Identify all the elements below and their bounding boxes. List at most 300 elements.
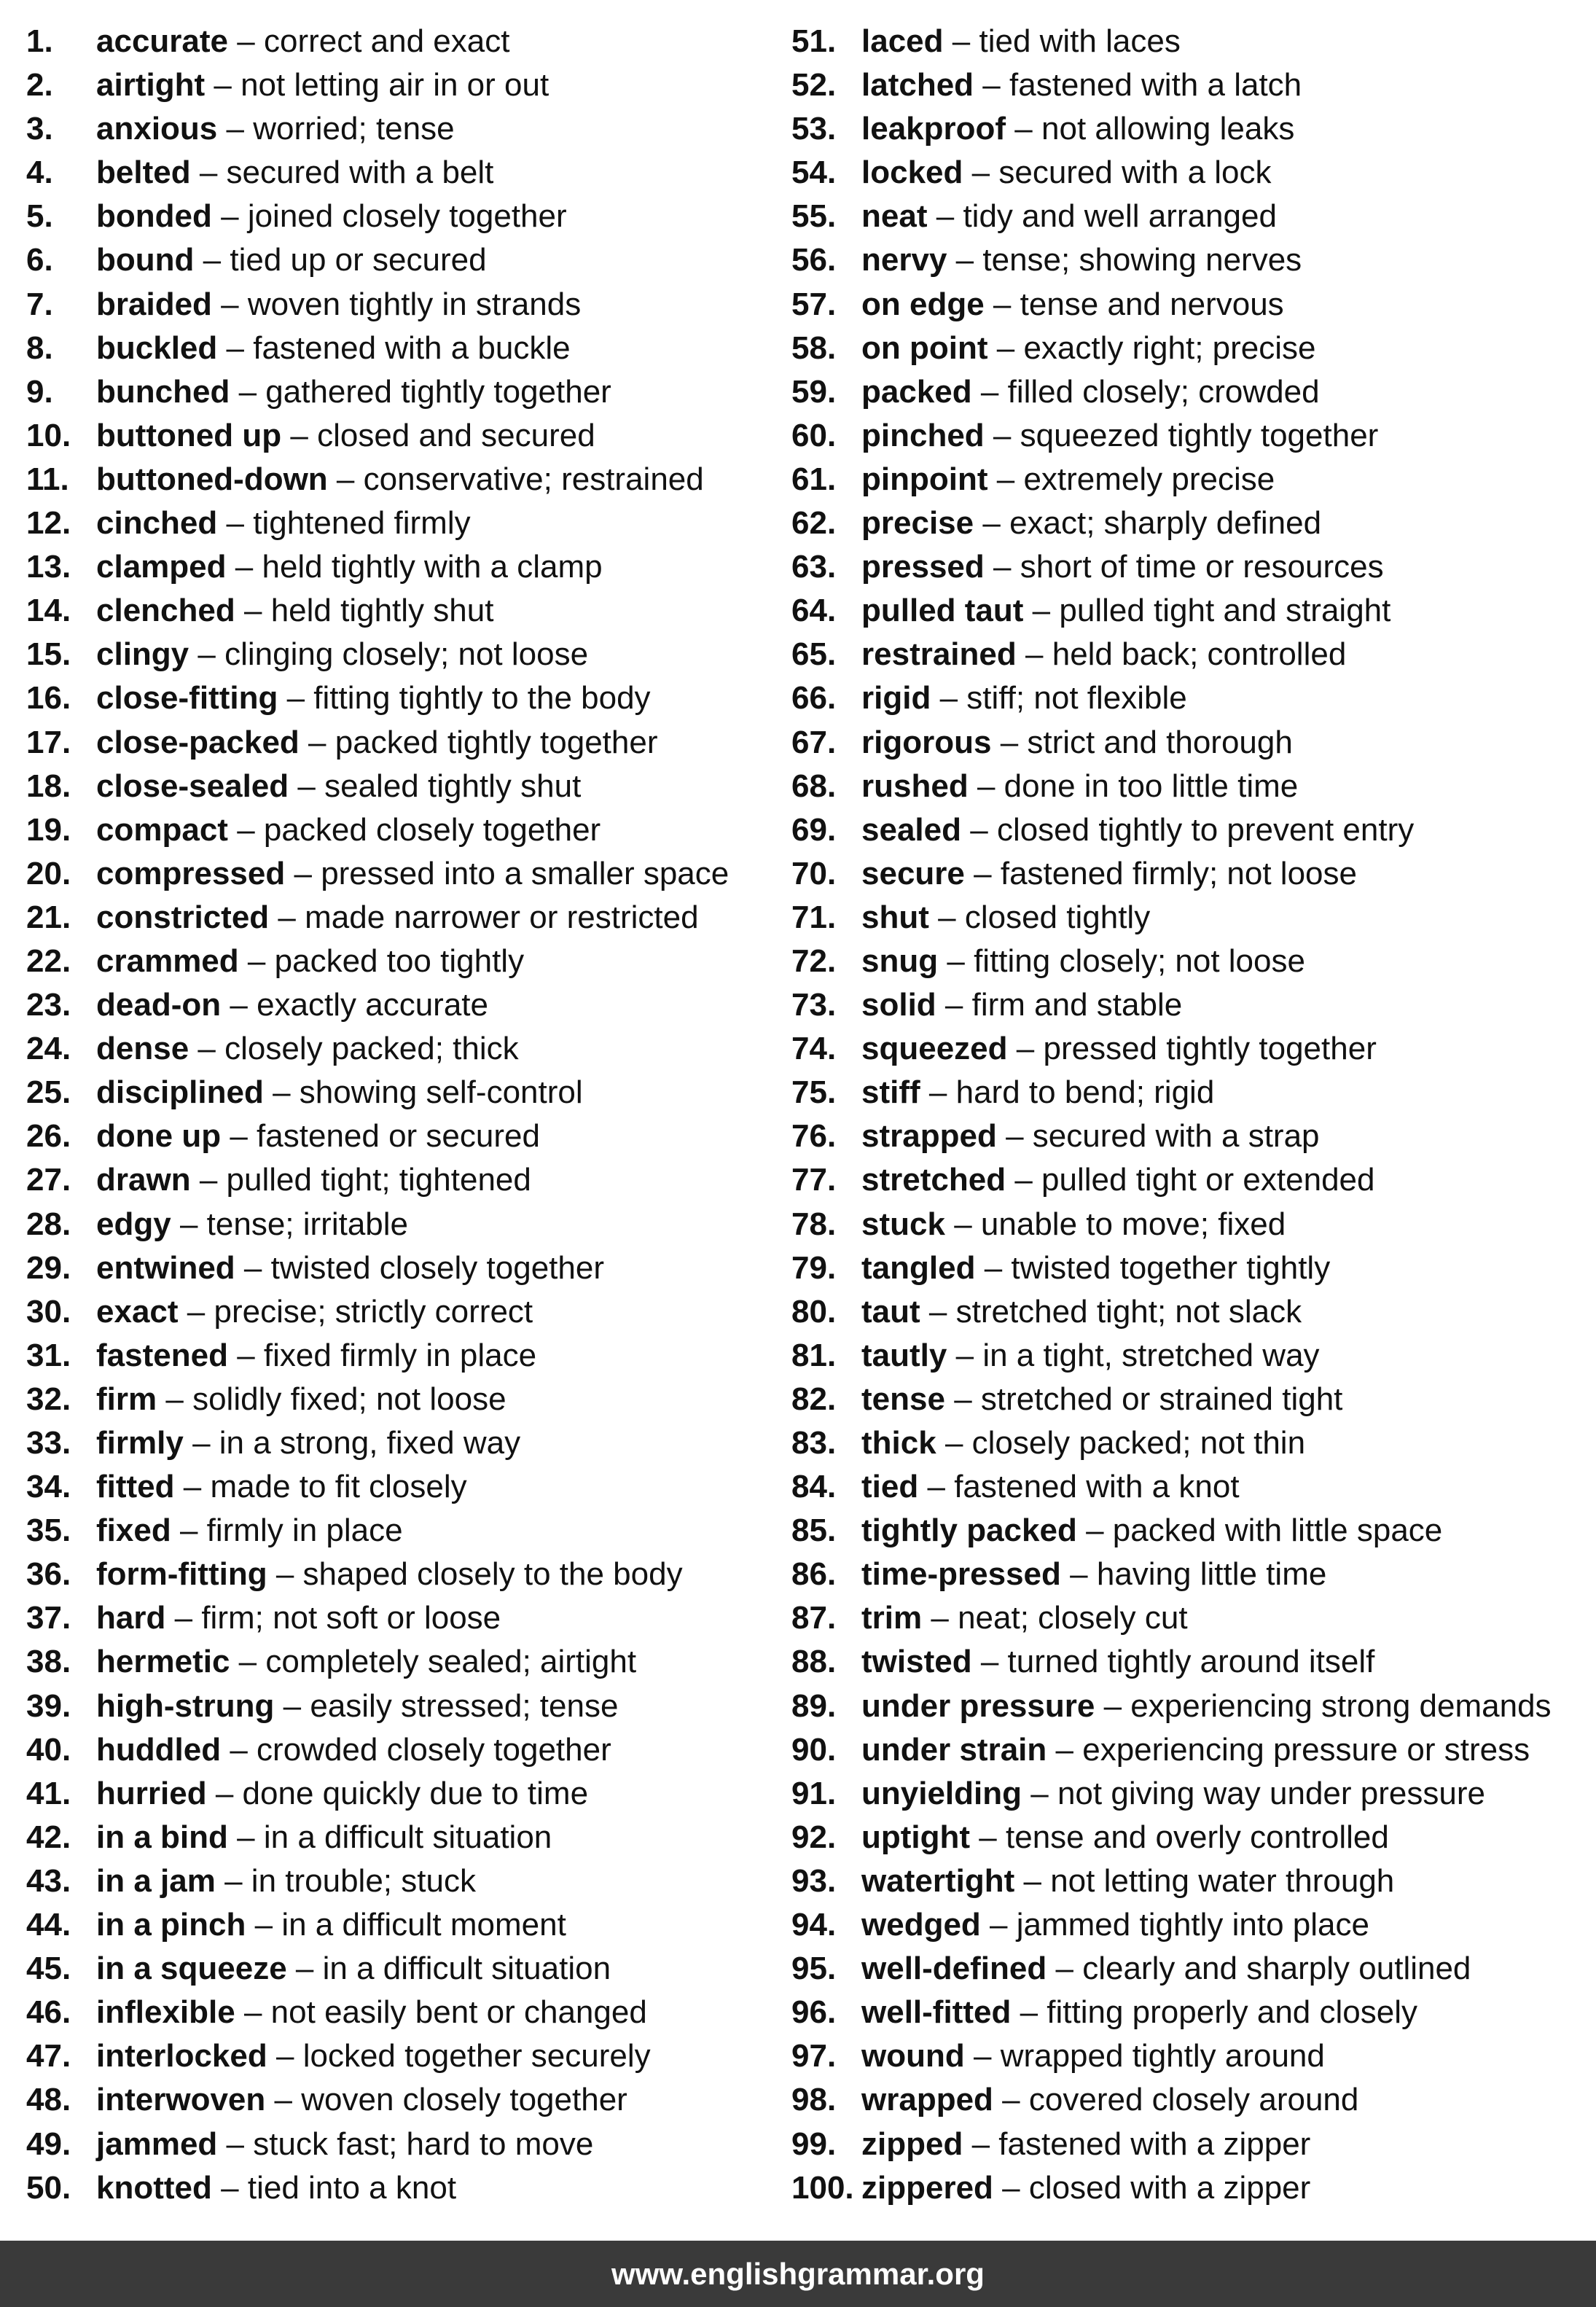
entry-separator: – xyxy=(226,111,244,147)
entry-word: in a squeeze xyxy=(96,1951,287,1987)
entry-word: zipped xyxy=(861,2126,963,2162)
entry-number: 86. xyxy=(791,1556,837,1593)
entry-word: well-defined xyxy=(861,1951,1047,1987)
entry-definition: covered closely around xyxy=(1028,2082,1359,2118)
entry-separator: – xyxy=(936,198,955,235)
entry-number: 62. xyxy=(791,505,837,542)
entry-separator: – xyxy=(226,2126,245,2162)
list-item xyxy=(26,283,777,327)
entry-number: 9. xyxy=(26,373,53,410)
entry-number: 58. xyxy=(791,329,837,366)
list-item xyxy=(791,1158,1586,1202)
list-item xyxy=(791,414,1586,458)
entry-number: 30. xyxy=(26,1293,71,1330)
entry-definition: tense; showing nerves xyxy=(982,242,1302,278)
entry-definition: fastened with a latch xyxy=(1009,67,1302,104)
entry-number: 63. xyxy=(791,549,837,585)
entry-word: latched xyxy=(861,67,974,104)
entry-word: nervy xyxy=(861,242,947,278)
entry-definition: made to fit closely xyxy=(210,1469,467,1505)
word-list-left-column xyxy=(26,20,777,2210)
entry-separator: – xyxy=(1006,1118,1024,1155)
entry-word: compact xyxy=(96,811,228,848)
list-item xyxy=(26,2123,777,2166)
entry-word: bunched xyxy=(96,373,230,410)
entry-word: close-sealed xyxy=(96,768,289,804)
entry-definition: pressed tightly together xyxy=(1043,1031,1377,1067)
entry-number: 98. xyxy=(791,2082,837,2118)
list-item xyxy=(791,458,1586,501)
entry-definition: secured with a lock xyxy=(998,155,1272,191)
list-item xyxy=(791,1027,1586,1071)
entry-separator: – xyxy=(273,1074,291,1111)
entry-separator: – xyxy=(247,942,266,979)
entry-word: exact xyxy=(96,1293,179,1330)
entry-word: buckled xyxy=(96,329,218,366)
list-item xyxy=(791,1947,1586,1991)
entry-word: rigorous xyxy=(861,724,992,760)
entry-separator: – xyxy=(179,1206,198,1242)
entry-word: time-pressed xyxy=(861,1556,1061,1593)
entry-definition: stretched or strained tight xyxy=(980,1381,1343,1417)
entry-definition: worried; tense xyxy=(253,111,455,147)
entry-definition: not letting water through xyxy=(1050,1862,1395,1899)
entry-definition: having little time xyxy=(1096,1556,1327,1593)
entry-separator: – xyxy=(226,505,244,542)
entry-definition: crowded closely together xyxy=(257,1731,611,1768)
list-item xyxy=(791,20,1586,63)
entry-number: 6. xyxy=(26,242,53,278)
entry-number: 33. xyxy=(26,1425,71,1461)
entry-number: 81. xyxy=(791,1337,837,1373)
list-item xyxy=(791,2034,1586,2078)
entry-separator: – xyxy=(1014,1162,1033,1198)
entry-number: 32. xyxy=(26,1381,71,1417)
entry-separator: – xyxy=(283,1687,302,1724)
entry-definition: fixed firmly in place xyxy=(263,1337,537,1373)
entry-word: bonded xyxy=(96,198,212,235)
entry-separator: – xyxy=(982,67,1001,104)
entry-separator: – xyxy=(165,1381,184,1417)
entry-separator: – xyxy=(221,198,239,235)
entry-word: entwined xyxy=(96,1249,235,1286)
entry-separator: – xyxy=(927,1469,945,1505)
entry-separator: – xyxy=(197,636,216,673)
entry-word: bound xyxy=(96,242,195,278)
entry-number: 78. xyxy=(791,1206,837,1242)
list-item xyxy=(791,983,1586,1027)
entry-separator: – xyxy=(297,768,316,804)
entry-definition: showing self-control xyxy=(299,1074,583,1111)
entry-number: 99. xyxy=(791,2126,837,2162)
entry-word: rigid xyxy=(861,680,931,717)
entry-word: uptight xyxy=(861,1819,971,1855)
entry-definition: tense; irritable xyxy=(206,1206,409,1242)
entry-number: 67. xyxy=(791,724,837,760)
entry-separator: – xyxy=(1030,1775,1049,1811)
entry-word: rushed xyxy=(861,768,969,804)
entry-separator: – xyxy=(221,2169,239,2206)
entry-number: 46. xyxy=(26,1994,71,2031)
entry-number: 94. xyxy=(791,1907,837,1943)
entry-definition: not letting air in or out xyxy=(240,67,549,104)
entry-definition: tied with laces xyxy=(979,23,1181,59)
entry-word: pinched xyxy=(861,417,985,453)
entry-separator: – xyxy=(286,680,305,717)
entry-word: well-fitted xyxy=(861,1994,1012,2031)
entry-number: 66. xyxy=(791,680,837,717)
entry-number: 95. xyxy=(791,1951,837,1987)
entry-definition: exactly accurate xyxy=(257,987,488,1023)
list-item xyxy=(26,2166,777,2210)
list-item xyxy=(791,721,1586,765)
list-item xyxy=(791,765,1586,808)
entry-separator: – xyxy=(183,1469,202,1505)
entry-definition: exactly right; precise xyxy=(1023,329,1316,366)
entry-number: 75. xyxy=(791,1074,837,1111)
entry-separator: – xyxy=(1025,636,1044,673)
entry-definition: joined closely together xyxy=(247,198,567,235)
list-item xyxy=(26,545,777,589)
list-item xyxy=(791,1816,1586,1859)
entry-definition: firmly in place xyxy=(206,1512,403,1549)
entry-number: 2. xyxy=(26,67,53,104)
entry-number: 71. xyxy=(791,899,837,935)
entry-number: 65. xyxy=(791,636,837,673)
entry-number: 50. xyxy=(26,2169,71,2206)
entry-definition: exact; sharply defined xyxy=(1009,505,1322,542)
entry-definition: packed with little space xyxy=(1112,1512,1443,1549)
entry-definition: secured with a belt xyxy=(226,155,494,191)
list-item xyxy=(791,1991,1586,2034)
entry-number: 91. xyxy=(791,1775,837,1811)
entry-separator: – xyxy=(955,242,974,278)
entry-definition: tense and nervous xyxy=(1020,286,1284,322)
entry-definition: solidly fixed; not loose xyxy=(192,1381,506,1417)
entry-word: neat xyxy=(861,198,928,235)
entry-definition: extremely precise xyxy=(1023,461,1275,497)
entry-separator: – xyxy=(993,549,1012,585)
entry-word: thick xyxy=(861,1425,936,1461)
entry-word: tense xyxy=(861,1381,945,1417)
entry-number: 38. xyxy=(26,1644,71,1680)
list-item xyxy=(26,1728,777,1772)
entry-separator: – xyxy=(980,373,999,410)
list-item xyxy=(26,238,777,282)
list-item xyxy=(26,1553,777,1596)
entry-number: 59. xyxy=(791,373,837,410)
entry-word: fitted xyxy=(96,1469,175,1505)
entry-separator: – xyxy=(275,1556,294,1593)
entry-number: 64. xyxy=(791,593,837,629)
entry-number: 25. xyxy=(26,1074,71,1111)
list-item xyxy=(26,1290,777,1334)
entry-definition: pulled tight and straight xyxy=(1059,593,1391,629)
entry-number: 56. xyxy=(791,242,837,278)
entry-word: taut xyxy=(861,1293,920,1330)
entry-number: 31. xyxy=(26,1337,71,1373)
list-item xyxy=(791,63,1586,107)
entry-separator: – xyxy=(295,1951,314,1987)
entry-separator: – xyxy=(238,373,257,410)
list-item xyxy=(26,1421,777,1465)
entry-word: disciplined xyxy=(96,1074,264,1111)
entry-separator: – xyxy=(1002,2082,1020,2118)
entry-number: 70. xyxy=(791,855,837,891)
entry-number: 93. xyxy=(791,1862,837,1899)
entry-separator: – xyxy=(971,155,990,191)
entry-number: 44. xyxy=(26,1907,71,1943)
entry-word: precise xyxy=(861,505,974,542)
list-item xyxy=(791,1772,1586,1816)
entry-word: stuck xyxy=(861,1206,945,1242)
entry-number: 53. xyxy=(791,111,837,147)
entry-definition: closely packed; not thin xyxy=(971,1425,1306,1461)
list-item xyxy=(791,589,1586,633)
list-item xyxy=(26,1596,777,1640)
entry-word: pressed xyxy=(861,549,985,585)
entry-separator: – xyxy=(971,2126,990,2162)
list-item xyxy=(26,501,777,545)
entry-word: airtight xyxy=(96,67,206,104)
entry-definition: in a tight, stretched way xyxy=(982,1337,1320,1373)
list-item xyxy=(26,721,777,765)
entry-number: 24. xyxy=(26,1031,71,1067)
entry-separator: – xyxy=(230,987,248,1023)
entry-word: under strain xyxy=(861,1731,1047,1768)
entry-definition: precise; strictly correct xyxy=(214,1293,533,1330)
word-list-right-column xyxy=(791,20,1586,2210)
list-item xyxy=(26,327,777,370)
entry-word: cinched xyxy=(96,505,218,542)
entry-definition: stretched tight; not slack xyxy=(955,1293,1302,1330)
entry-definition: not allowing leaks xyxy=(1041,111,1295,147)
entry-word: belted xyxy=(96,155,191,191)
entry-word: high-strung xyxy=(96,1687,275,1724)
entry-word: clenched xyxy=(96,593,235,629)
entry-separator: – xyxy=(238,1644,257,1680)
entry-word: done up xyxy=(96,1118,222,1155)
entry-word: close-packed xyxy=(96,724,300,760)
entry-separator: – xyxy=(955,1337,974,1373)
entry-definition: turned tightly around itself xyxy=(1007,1644,1375,1680)
entry-separator: – xyxy=(243,1249,262,1286)
entry-number: 16. xyxy=(26,680,71,717)
list-item xyxy=(26,1947,777,1991)
entry-number: 89. xyxy=(791,1687,837,1724)
entry-number: 27. xyxy=(26,1162,71,1198)
entry-definition: tightened firmly xyxy=(253,505,471,542)
entry-word: tightly packed xyxy=(861,1512,1077,1549)
entry-definition: twisted closely together xyxy=(270,1249,604,1286)
entry-separator: – xyxy=(230,1731,248,1768)
entry-word: hurried xyxy=(96,1775,207,1811)
entry-definition: in a difficult moment xyxy=(281,1907,566,1943)
entry-word: on edge xyxy=(861,286,985,322)
entry-separator: – xyxy=(993,417,1012,453)
entry-definition: done in too little time xyxy=(1004,768,1299,804)
entry-word: dense xyxy=(96,1031,189,1067)
entry-separator: – xyxy=(224,1862,243,1899)
entry-definition: secured with a strap xyxy=(1032,1118,1320,1155)
entry-number: 21. xyxy=(26,899,71,935)
entry-definition: completely sealed; airtight xyxy=(265,1644,637,1680)
list-item xyxy=(26,1378,777,1421)
entry-number: 79. xyxy=(791,1249,837,1286)
entry-number: 97. xyxy=(791,2038,837,2074)
entry-number: 5. xyxy=(26,198,53,235)
list-item xyxy=(791,1596,1586,1640)
entry-number: 35. xyxy=(26,1512,71,1549)
entry-number: 57. xyxy=(791,286,837,322)
entry-definition: closely packed; thick xyxy=(224,1031,519,1067)
entry-definition: woven closely together xyxy=(301,2082,627,2118)
entry-number: 29. xyxy=(26,1249,71,1286)
list-item xyxy=(791,1246,1586,1290)
entry-word: firmly xyxy=(96,1425,184,1461)
list-item xyxy=(791,545,1586,589)
list-item xyxy=(26,1027,777,1071)
footer-website-link[interactable]: www.englishgrammar.org xyxy=(611,2257,985,2291)
entry-definition: not giving way under pressure xyxy=(1057,1775,1485,1811)
list-item xyxy=(791,1509,1586,1553)
entry-number: 51. xyxy=(791,23,837,59)
entry-word: wedged xyxy=(861,1907,981,1943)
entry-number: 18. xyxy=(26,768,71,804)
entry-number: 13. xyxy=(26,549,71,585)
entry-word: hermetic xyxy=(96,1644,230,1680)
entry-word: on point xyxy=(861,329,988,366)
entry-separator: – xyxy=(235,549,254,585)
list-item xyxy=(26,940,777,983)
entry-word: unyielding xyxy=(861,1775,1022,1811)
list-item xyxy=(791,1640,1586,1684)
entry-definition: fastened with a knot xyxy=(954,1469,1240,1505)
entry-separator: – xyxy=(952,23,971,59)
entry-separator: – xyxy=(1016,1031,1035,1067)
entry-number: 83. xyxy=(791,1425,837,1461)
entry-definition: in a difficult situation xyxy=(322,1951,611,1987)
list-item xyxy=(26,1203,777,1246)
list-item xyxy=(26,195,777,238)
entry-definition: fastened with a buckle xyxy=(253,329,571,366)
entry-separator: – xyxy=(944,987,963,1023)
list-item xyxy=(26,1640,777,1684)
entry-number: 72. xyxy=(791,942,837,979)
list-item xyxy=(26,1903,777,1947)
entry-separator: – xyxy=(939,680,958,717)
entry-word: close-fitting xyxy=(96,680,278,717)
list-item xyxy=(791,852,1586,896)
entry-word: packed xyxy=(861,373,972,410)
entry-number: 88. xyxy=(791,1644,837,1680)
entry-definition: conservative; restrained xyxy=(363,461,704,497)
entry-number: 68. xyxy=(791,768,837,804)
entry-separator: – xyxy=(278,899,296,935)
footer-bar xyxy=(0,2241,1596,2307)
entry-number: 23. xyxy=(26,987,71,1023)
entry-word: tangled xyxy=(861,1249,976,1286)
entry-separator: – xyxy=(928,1074,947,1111)
entry-separator: – xyxy=(294,855,312,891)
list-item xyxy=(791,2166,1586,2210)
list-item xyxy=(26,765,777,808)
entry-separator: – xyxy=(979,1819,997,1855)
entry-definition: in trouble; stuck xyxy=(251,1862,476,1899)
entry-word: crammed xyxy=(96,942,239,979)
entry-number: 84. xyxy=(791,1469,837,1505)
entry-separator: – xyxy=(974,855,992,891)
list-item xyxy=(791,1553,1586,1596)
entry-definition: made narrower or restricted xyxy=(305,899,699,935)
entry-separator: – xyxy=(308,724,326,760)
list-item xyxy=(791,195,1586,238)
entry-word: buttoned-down xyxy=(96,461,328,497)
entry-word: drawn xyxy=(96,1162,191,1198)
entry-definition: pulled tight; tightened xyxy=(226,1162,531,1198)
list-item xyxy=(26,1685,777,1728)
entry-word: anxious xyxy=(96,111,218,147)
entry-separator: – xyxy=(990,1907,1008,1943)
entry-definition: neat; closely cut xyxy=(958,1600,1188,1636)
list-item xyxy=(791,1203,1586,1246)
entry-definition: tidy and well arranged xyxy=(963,198,1277,235)
entry-separator: – xyxy=(1020,1994,1038,2031)
entry-number: 55. xyxy=(791,198,837,235)
entry-definition: not easily bent or changed xyxy=(270,1994,647,2031)
entry-definition: stuck fast; hard to move xyxy=(253,2126,594,2162)
list-item xyxy=(791,151,1586,195)
entry-separator: – xyxy=(214,67,232,104)
entry-word: solid xyxy=(861,987,936,1023)
list-item xyxy=(791,1290,1586,1334)
entry-word: clingy xyxy=(96,636,189,673)
entry-number: 48. xyxy=(26,2082,71,2118)
entry-number: 47. xyxy=(26,2038,71,2074)
entry-separator: – xyxy=(982,505,1001,542)
entry-separator: – xyxy=(243,593,262,629)
entry-separator: – xyxy=(254,1907,273,1943)
entry-definition: fitting properly and closely xyxy=(1047,1994,1417,2031)
entry-number: 36. xyxy=(26,1556,71,1593)
entry-word: leakproof xyxy=(861,111,1006,147)
entry-number: 60. xyxy=(791,417,837,453)
list-item xyxy=(791,808,1586,852)
entry-word: buttoned up xyxy=(96,417,282,453)
entry-separator: – xyxy=(984,1249,1003,1286)
entry-definition: held tightly with a clamp xyxy=(262,549,603,585)
entry-separator: – xyxy=(996,461,1015,497)
entry-separator: – xyxy=(973,2038,992,2074)
list-item xyxy=(26,2078,777,2122)
entry-separator: – xyxy=(275,2038,294,2074)
list-item xyxy=(791,327,1586,370)
entry-separator: – xyxy=(977,768,995,804)
entry-separator: – xyxy=(1055,1731,1073,1768)
entry-word: in a pinch xyxy=(96,1907,246,1943)
entry-word: firm xyxy=(96,1381,157,1417)
entry-number: 92. xyxy=(791,1819,837,1855)
entry-definition: firm; not soft or loose xyxy=(201,1600,501,1636)
entry-separator: – xyxy=(1103,1687,1122,1724)
entry-separator: – xyxy=(336,461,355,497)
entry-definition: woven tightly in strands xyxy=(247,286,582,322)
entry-separator: – xyxy=(230,1118,248,1155)
list-item xyxy=(791,2123,1586,2166)
list-item xyxy=(26,633,777,676)
entry-word: watertight xyxy=(861,1862,1015,1899)
list-item xyxy=(26,1509,777,1553)
